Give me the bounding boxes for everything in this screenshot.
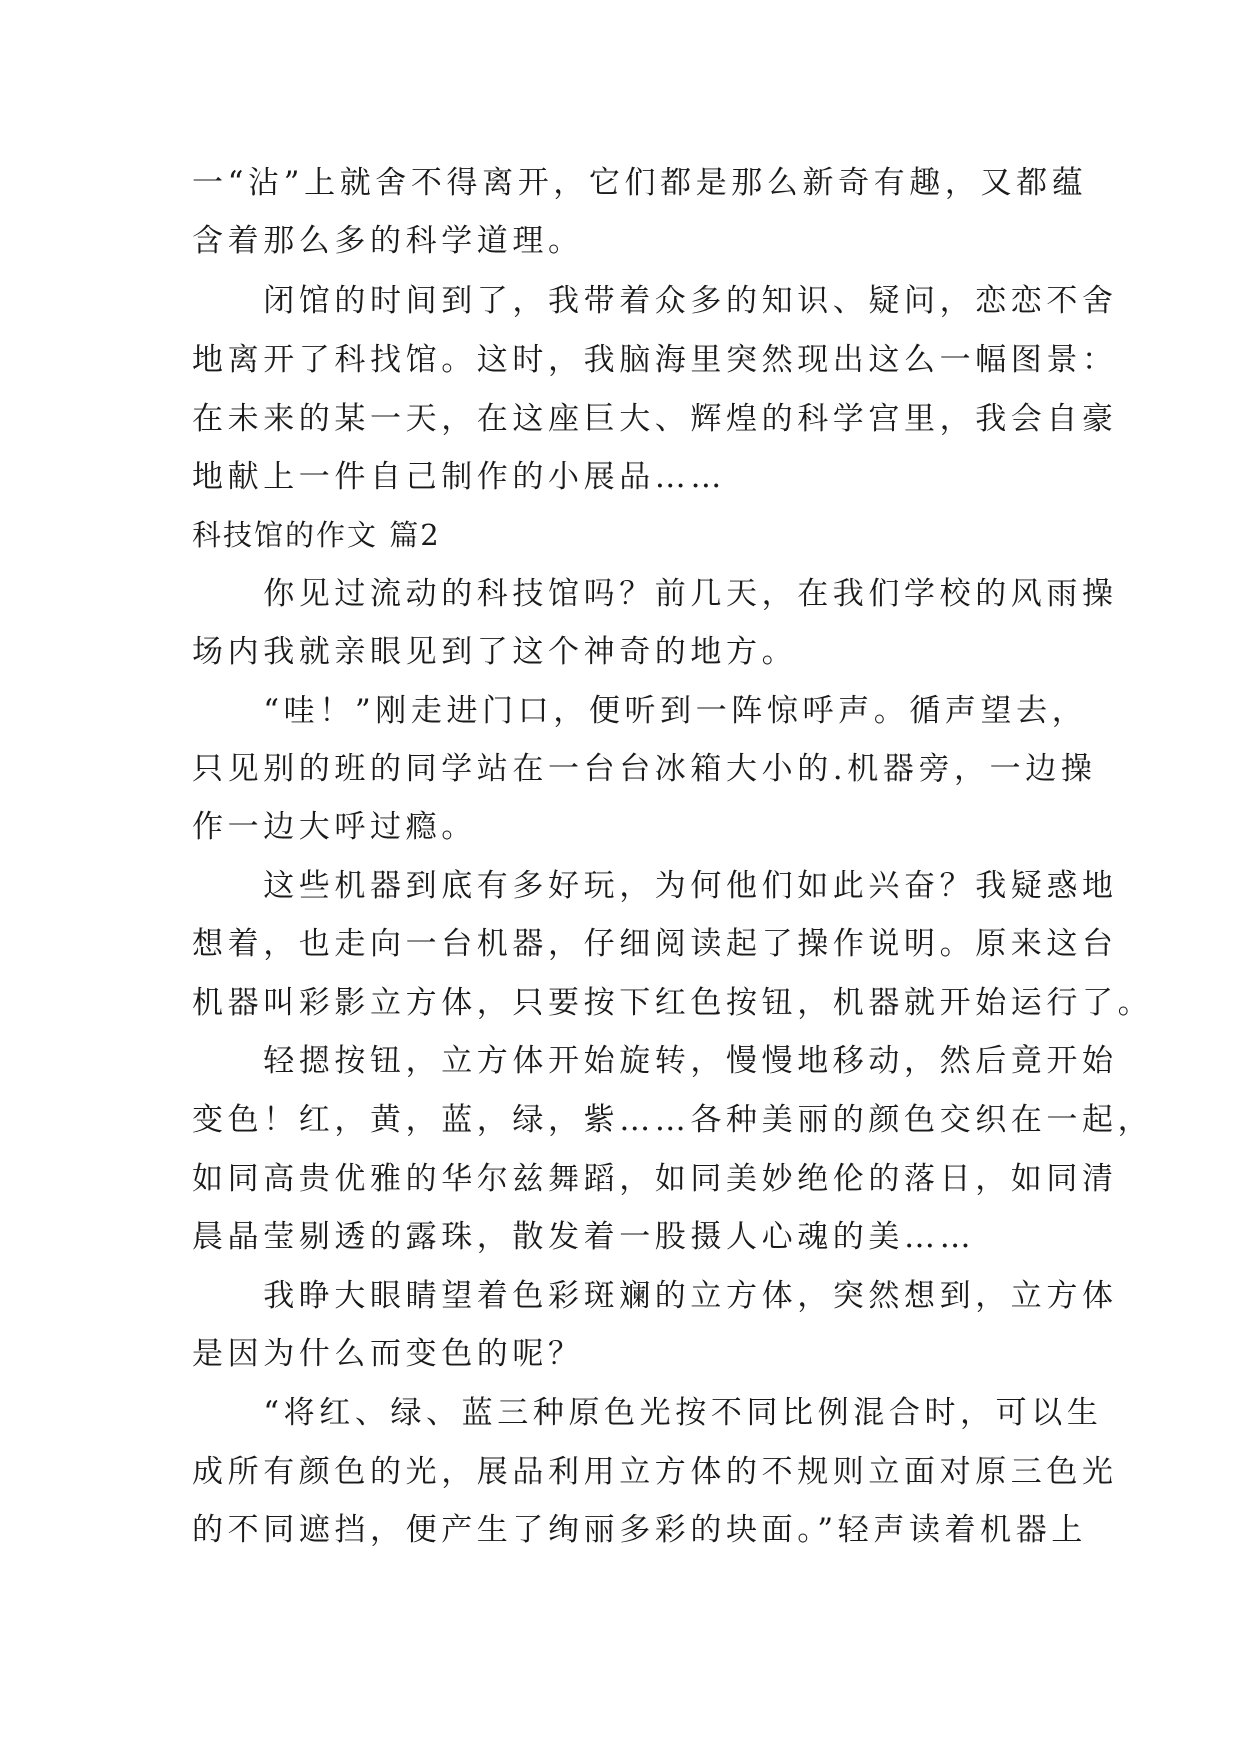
text-line: 在未来的某一天，在这座巨大、辉煌的科学宫里，我会自豪	[192, 401, 1118, 437]
text-line: 一“沾”上就舍不得离开，它们都是那么新奇有趣，又都蕴	[192, 165, 1088, 201]
text-line: 是因为什么而变色的呢？	[192, 1336, 584, 1372]
section-heading: 科技馆的作文 篇2	[192, 518, 441, 552]
text-line: 这些机器到底有多好玩，为何他们如此兴奋？我疑惑地	[192, 868, 1118, 904]
text-line: “将红、绿、蓝三种原色光按不同比例混合时，可以生	[192, 1395, 1103, 1431]
text-line: 如同高贵优雅的华尔兹舞蹈，如同美妙绝伦的落日，如同清	[192, 1161, 1118, 1197]
text-line: 轻摁按钮，立方体开始旋转，慢慢地移动，然后竟开始	[192, 1043, 1118, 1079]
text-line: 作一边大呼过瘾。	[192, 809, 477, 845]
text-line: 含着那么多的科学道理。	[192, 223, 584, 259]
text-line: 变色！红，黄，蓝，绿，紫……各种美丽的颜色交织在一起，	[192, 1102, 1154, 1138]
text-line: 晨晶莹剔透的露珠，散发着一股摄人心魂的美……	[192, 1219, 976, 1255]
text-line: 想着，也走向一台机器，仔细阅读起了操作说明。原来这台	[192, 926, 1118, 962]
text-line: 场内我就亲眼见到了这个神奇的地方。	[192, 634, 798, 670]
text-line: 你见过流动的科技馆吗？前几天，在我们学校的风雨操	[192, 576, 1118, 612]
text-line: 机器叫彩影立方体，只要按下红色按钮，机器就开始运行了。	[192, 985, 1154, 1021]
text-line: 地献上一件自己制作的小展品……	[192, 459, 726, 495]
text-line: 我睁大眼睛望着色彩斑斓的立方体，突然想到，立方体	[192, 1278, 1118, 1314]
text-line: 地离开了科找馆。这时，我脑海里突然现出这么一幅图景：	[192, 342, 1118, 378]
text-line: 的不同遮挡，便产生了绚丽多彩的块面。”轻声读着机器上	[192, 1512, 1087, 1548]
text-line: 闭馆的时间到了，我带着众多的知识、疑问，恋恋不舍	[192, 283, 1118, 319]
text-line: 成所有颜色的光，展品利用立方体的不规则立面对原三色光	[192, 1454, 1118, 1490]
text-line: “哇！”刚走进门口，便听到一阵惊呼声。循声望去，	[192, 693, 1088, 729]
text-line: 只见别的班的同学站在一台台冰箱大小的.机器旁，一边操	[192, 751, 1097, 787]
